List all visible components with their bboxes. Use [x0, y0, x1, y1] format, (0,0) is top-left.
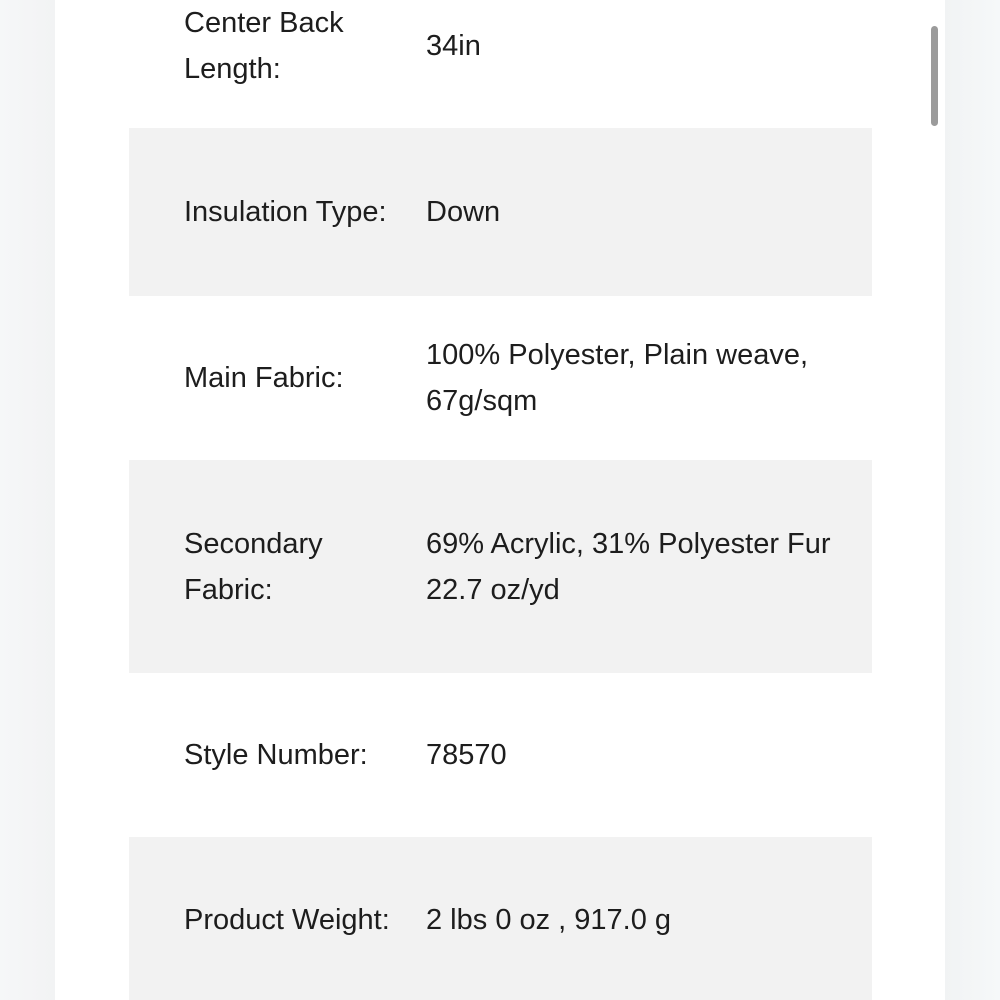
page-margin-right — [945, 0, 1000, 1000]
spec-row-center-back-length — [129, 0, 872, 128]
scrollbar-track[interactable] — [928, 0, 942, 1000]
spec-value: Down — [426, 196, 501, 228]
spec-value: 34in — [426, 29, 481, 62]
spec-label: Style Number: — [184, 739, 368, 771]
product-specs-panel — [55, 0, 945, 1000]
spec-value: 100% Polyester, Plain weave, 67g/sqm — [426, 339, 809, 417]
spec-value: 2 lbs 0 oz , 917.0 g — [426, 904, 672, 936]
spec-value: 69% Acrylic, 31% Polyester Fur 22.7 oz/yd — [426, 527, 831, 606]
spec-row-product-weight — [129, 837, 872, 1000]
page-margin-left — [0, 0, 55, 1000]
spec-row-secondary-fabric — [129, 460, 872, 673]
spec-label: Insulation Type: — [184, 196, 387, 228]
spec-row-style-number — [129, 673, 872, 837]
scrollbar-thumb[interactable] — [931, 26, 938, 126]
spec-label: Product Weight: — [184, 904, 390, 936]
spec-value: 78570 — [426, 739, 507, 771]
spec-label: Secondary Fabric: — [184, 527, 323, 606]
spec-row-main-fabric — [129, 296, 872, 460]
specs-table — [129, 0, 872, 1000]
spec-label: Main Fabric: — [184, 362, 344, 394]
spec-row-insulation-type — [129, 128, 872, 296]
spec-label: Center Back Length: — [184, 6, 344, 85]
